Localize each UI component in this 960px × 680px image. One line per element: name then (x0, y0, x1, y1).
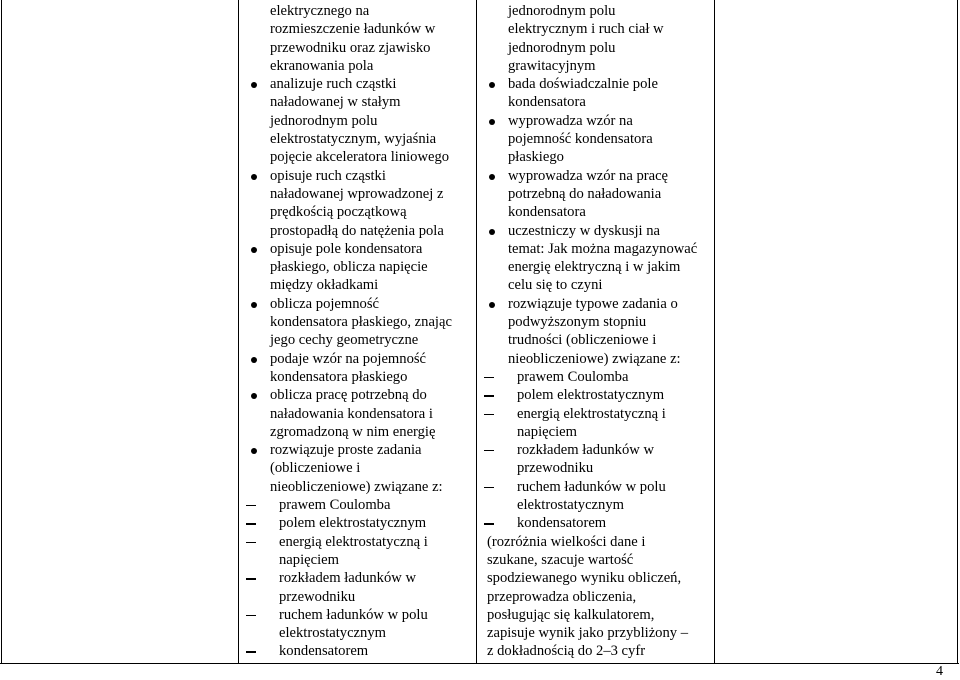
text-line: między okładkami (270, 277, 379, 294)
text-line: napięciem (279, 551, 339, 568)
bullet-item-line: uczestniczy w dyskusji na (487, 222, 712, 240)
bullet-item-line: podaje wzór na pojemność (249, 350, 484, 368)
text-line: kondensatora (508, 204, 586, 221)
bullet-item-line: opisuje ruch cząstki (249, 167, 484, 185)
text-line: przewodniku oraz zjawisko (270, 39, 431, 56)
bullet-item-line: bada doświadczalnie pole (487, 75, 712, 93)
text-line: prędkością początkową (270, 204, 407, 221)
page-number: 4 (936, 664, 943, 679)
text-line: spodziewanego wyniku obliczeń, (487, 570, 682, 587)
text-line: nieobliczeniowe) związane z: (270, 478, 443, 495)
text-line: płaskiego (508, 149, 564, 166)
text-line: kondensatora płaskiego (270, 368, 408, 385)
text-line: nieobliczeniowe) związane z: (508, 350, 681, 367)
text-line: szukane, szacuje wartość (487, 551, 634, 568)
text-line: przeprowadza obliczenia, (487, 588, 637, 605)
text-line: naładowanej w stałym (270, 94, 401, 111)
text-line: potrzebną do naładowania (508, 185, 662, 202)
text-line: elektrostatycznym (279, 625, 386, 642)
bullet-item-line: wyprowadza wzór na pracę (487, 167, 712, 185)
bullet-item-line: rozwiązuje proste zadania (249, 441, 484, 459)
text-line: jednorodnym polu (270, 112, 378, 129)
text-line: przewodniku (279, 588, 356, 605)
text-line: prostopadłą do natężenia pola (270, 222, 444, 239)
text-line: z dokładnością do 2–3 cyfr (487, 643, 646, 660)
text-line: jednorodnym polu (508, 39, 616, 56)
bullet-item-line: wyprowadza wzór na (487, 112, 712, 130)
text-line: elektrostatycznym (517, 497, 624, 514)
table-divider-3 (714, 0, 715, 664)
text-line: pojemność kondensatora (508, 131, 653, 148)
text-line: grawitacyjnym (508, 57, 596, 74)
bullet-item-line: opisuje pole kondensatora (249, 240, 484, 258)
text-line: przewodniku (517, 460, 594, 477)
bullet-item-line: oblicza pracę potrzebną do (249, 386, 484, 404)
text-line: (obliczeniowe i (270, 460, 361, 477)
text-line: napięciem (517, 423, 577, 440)
column-extended-requirements (487, 2, 712, 661)
dash-item-line: ruchem ładunków w polu (249, 606, 484, 624)
text-line: trudności (obliczeniowe i (508, 332, 657, 349)
text-line: celu się to czyni (508, 277, 603, 294)
text-line: pojęcie akceleratora liniowego (270, 149, 450, 166)
dash-item-line: kondensatorem (487, 514, 712, 532)
dash-item-line: rozkładem ładunków w (487, 441, 712, 459)
text-line: naładowania kondensatora i (270, 405, 433, 422)
text-line: (rozróżnia wielkości dane i (487, 533, 646, 550)
bullet-item-line: rozwiązuje typowe zadania o (487, 295, 712, 313)
text-line: energię elektryczną i w jakim (508, 259, 681, 276)
text-line: elektrycznym i ruch ciał w (508, 21, 664, 38)
text-line: kondensatora płaskiego, znając (270, 314, 452, 331)
text-line: zgromadzoną w nim energię (270, 423, 436, 440)
text-line: temat: Jak można magazynować (508, 240, 698, 257)
bullet-item-line: oblicza pojemność (249, 295, 484, 313)
text-line: rozmieszczenie ładunków w (270, 21, 436, 38)
dash-item-line: prawem Coulomba (249, 496, 484, 514)
text-line: jego cechy geometryczne (270, 332, 419, 349)
table-border-left (1, 0, 2, 664)
dash-item-line: ruchem ładunków w polu (487, 478, 712, 496)
text-line: podwyższonym stopniu (508, 314, 647, 331)
text-line: jednorodnym polu (508, 3, 616, 19)
table-divider-1 (238, 0, 239, 664)
text-line: elektrostatycznym, wyjaśnia (270, 131, 437, 148)
dash-item-line: energią elektrostatyczną i (249, 533, 484, 551)
column-basic-requirements (249, 2, 484, 661)
table-border-right (957, 0, 958, 664)
text-line: kondensatora (508, 94, 586, 111)
text-line: elektrycznego na (270, 3, 370, 19)
dash-item-line: prawem Coulomba (487, 368, 712, 386)
dash-item-line: kondensatorem (249, 642, 484, 660)
text-line: naładowanej wprowadzonej z (270, 185, 444, 202)
bullet-item-line: analizuje ruch cząstki (249, 75, 484, 93)
dash-item-line: rozkładem ładunków w (249, 569, 484, 587)
dash-item-line: polem elektrostatycznym (487, 386, 712, 404)
text-line: ekranowania pola (270, 57, 374, 74)
text-line: posługując się kalkulatorem, (487, 606, 655, 623)
table-border-bottom (0, 663, 959, 664)
dash-item-line: polem elektrostatycznym (249, 514, 484, 532)
text-line: płaskiego, oblicza napięcie (270, 259, 428, 276)
dash-item-line: energią elektrostatyczną i (487, 405, 712, 423)
text-line: zapisuje wynik jako przybliżony – (487, 625, 689, 642)
